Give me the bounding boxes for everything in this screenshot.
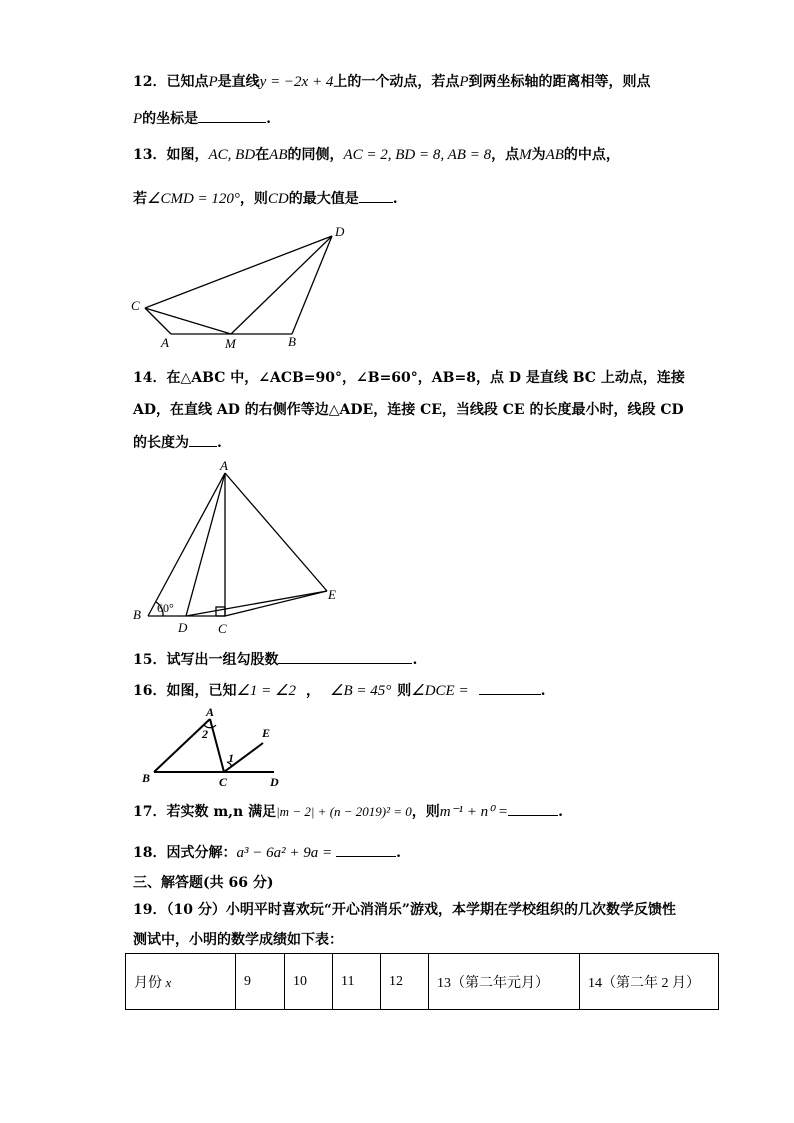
q15-text: 试写出一组勾股数 [166,652,279,668]
table-cell: 13（第二年元月） [429,954,580,1010]
question-number: 15． [133,652,167,668]
label-a: A [206,705,215,719]
math-equation: |m − 2| + (n − 2019)² = 0 [276,804,412,819]
q17-line [133,801,563,822]
question-number: 18． [133,845,167,861]
question-number: 14． [133,370,167,386]
scores-table [125,953,719,1010]
table-header-cell [126,954,236,1010]
math-equation: ∠1 = ∠2 [236,683,297,699]
q13-text: ，则 [239,191,268,207]
period: . [558,804,563,820]
period: . [392,191,398,207]
segment-de [186,591,327,616]
answer-blank[interactable] [336,842,396,857]
label-m: M [225,336,236,351]
q16-line [133,680,545,701]
angle-label: 60° [157,601,174,615]
period: . [266,111,272,127]
label-a: A [220,458,228,473]
period: . [396,845,401,861]
label-d: D [178,620,188,635]
q13-text: 如图， [166,147,209,163]
segment-ab [148,473,225,616]
math-equation: y = −2x + 4 [259,74,334,90]
math-var: P [208,74,218,90]
table-cell: 10 [285,954,333,1010]
math-var: x [165,974,172,990]
q16-text: 如图，已知 [166,683,237,699]
table-cell: 12 [381,954,429,1010]
table-row [126,954,719,1010]
question-number: 16． [133,683,167,699]
q12-text: 是直线 [217,74,260,90]
q14-text: 的长度为 [133,435,189,451]
label-e: E [328,587,336,602]
q13-text: 的中点， [563,147,620,163]
answer-blank[interactable] [479,680,541,695]
figure-q13 [125,222,355,352]
q13-text: 为 [531,147,546,163]
q14-line3 [133,432,222,453]
label-a: A [161,335,169,350]
period: . [540,683,546,699]
label-d: D [335,224,345,239]
answer-blank[interactable] [278,649,412,664]
table-cell: 14（第二年 2 月） [580,954,719,1010]
table-cell: 9 [236,954,285,1010]
q19-line1: 19．（10 分）小明平时喜欢玩“开心消消乐”游戏，本学期在学校组织的几次数学反馈性 [133,902,676,918]
q16-text: ， [306,683,321,699]
section-heading: 三、解答题(共 66 分) [133,875,274,891]
label-1: 1 [228,751,234,765]
q17-text: 若实数 m,n 满足 [166,804,277,820]
q19-line2: 测试中，小明的数学成绩如下表： [133,932,343,948]
segment-bd [292,236,332,334]
q18-text: 因式分解： [166,845,237,861]
q12-line1 [133,72,651,92]
math-var: AB [545,147,564,163]
math-var: AB [269,147,288,163]
label-b: B [133,607,141,622]
q16-text: 则 [397,683,412,699]
math-equation: ∠DCE = [411,683,469,699]
q13-text: 若 [133,191,147,207]
math-equation: ∠CMD = 120° [147,191,240,207]
math-equation: ∠B = 45° [330,683,392,699]
math-var: P [133,111,143,127]
answer-blank[interactable] [198,108,266,123]
label-e: E [262,726,271,740]
math-equation: a³ − 6a² + 9a = [236,845,333,861]
math-var: CD [267,191,289,207]
q14-text: AD，在直线 AD 的右侧作等边△ADE，连接 CE，当线段 CE 的长度最小时，线段 CD [133,402,684,418]
q15-line [133,649,417,670]
figure-q16 [140,705,300,790]
q12-text: 到两坐标轴的距离相等，则点 [468,74,651,90]
q13-text: 在 [255,147,270,163]
math-var: P [459,74,469,90]
q12-text: 的坐标是 [142,111,199,127]
label-b: B [142,771,151,785]
header-label: 月份 [134,975,162,991]
q13-text: 的同侧， [287,147,344,163]
q18-line [133,842,401,863]
answer-blank[interactable] [189,432,217,447]
segment-ce [225,591,327,616]
label-c: C [218,621,227,636]
q12-line2 [133,108,271,129]
answer-blank[interactable] [359,188,393,203]
question-number: 17． [133,804,167,820]
segment-md [231,236,332,334]
segment-ad [186,473,225,616]
label-d: D [270,775,279,789]
period: . [217,435,222,451]
q17-text: ，则 [411,804,440,820]
q12-text: 上的一个动点，若点 [333,74,460,90]
q14-line2 [133,400,684,420]
math-var: AC, BD [208,147,256,163]
label-b: B [288,334,296,349]
q12-text: 已知点 [166,74,209,90]
math-equation: AC = 2, BD = 8, AB = 8 [343,147,492,163]
question-number: 13． [133,147,167,163]
figure-q14 [125,458,355,638]
period: . [412,652,418,668]
q13-line2 [133,188,398,209]
q13-text: 的最大值是 [288,191,359,207]
segment-ae [225,473,327,591]
q13-line1 [133,145,620,165]
q14-text: 在△ABC 中，∠ACB=90°，∠B=60°，AB=8，点 D 是直线 BC 上动点，连接 [166,370,685,386]
math-var: M [519,147,532,163]
q13-text: ，点 [491,147,520,163]
question-number: 12． [133,74,167,90]
label-c: C [131,298,140,313]
math-equation: m⁻¹ + n⁰ = [439,804,509,820]
segment-cd [145,236,332,308]
right-angle-mark [216,607,225,616]
label-2: 2 [202,727,208,741]
answer-blank[interactable] [508,801,558,816]
table-cell: 11 [333,954,381,1010]
q14-line1 [133,368,685,388]
label-c: C [219,775,228,789]
